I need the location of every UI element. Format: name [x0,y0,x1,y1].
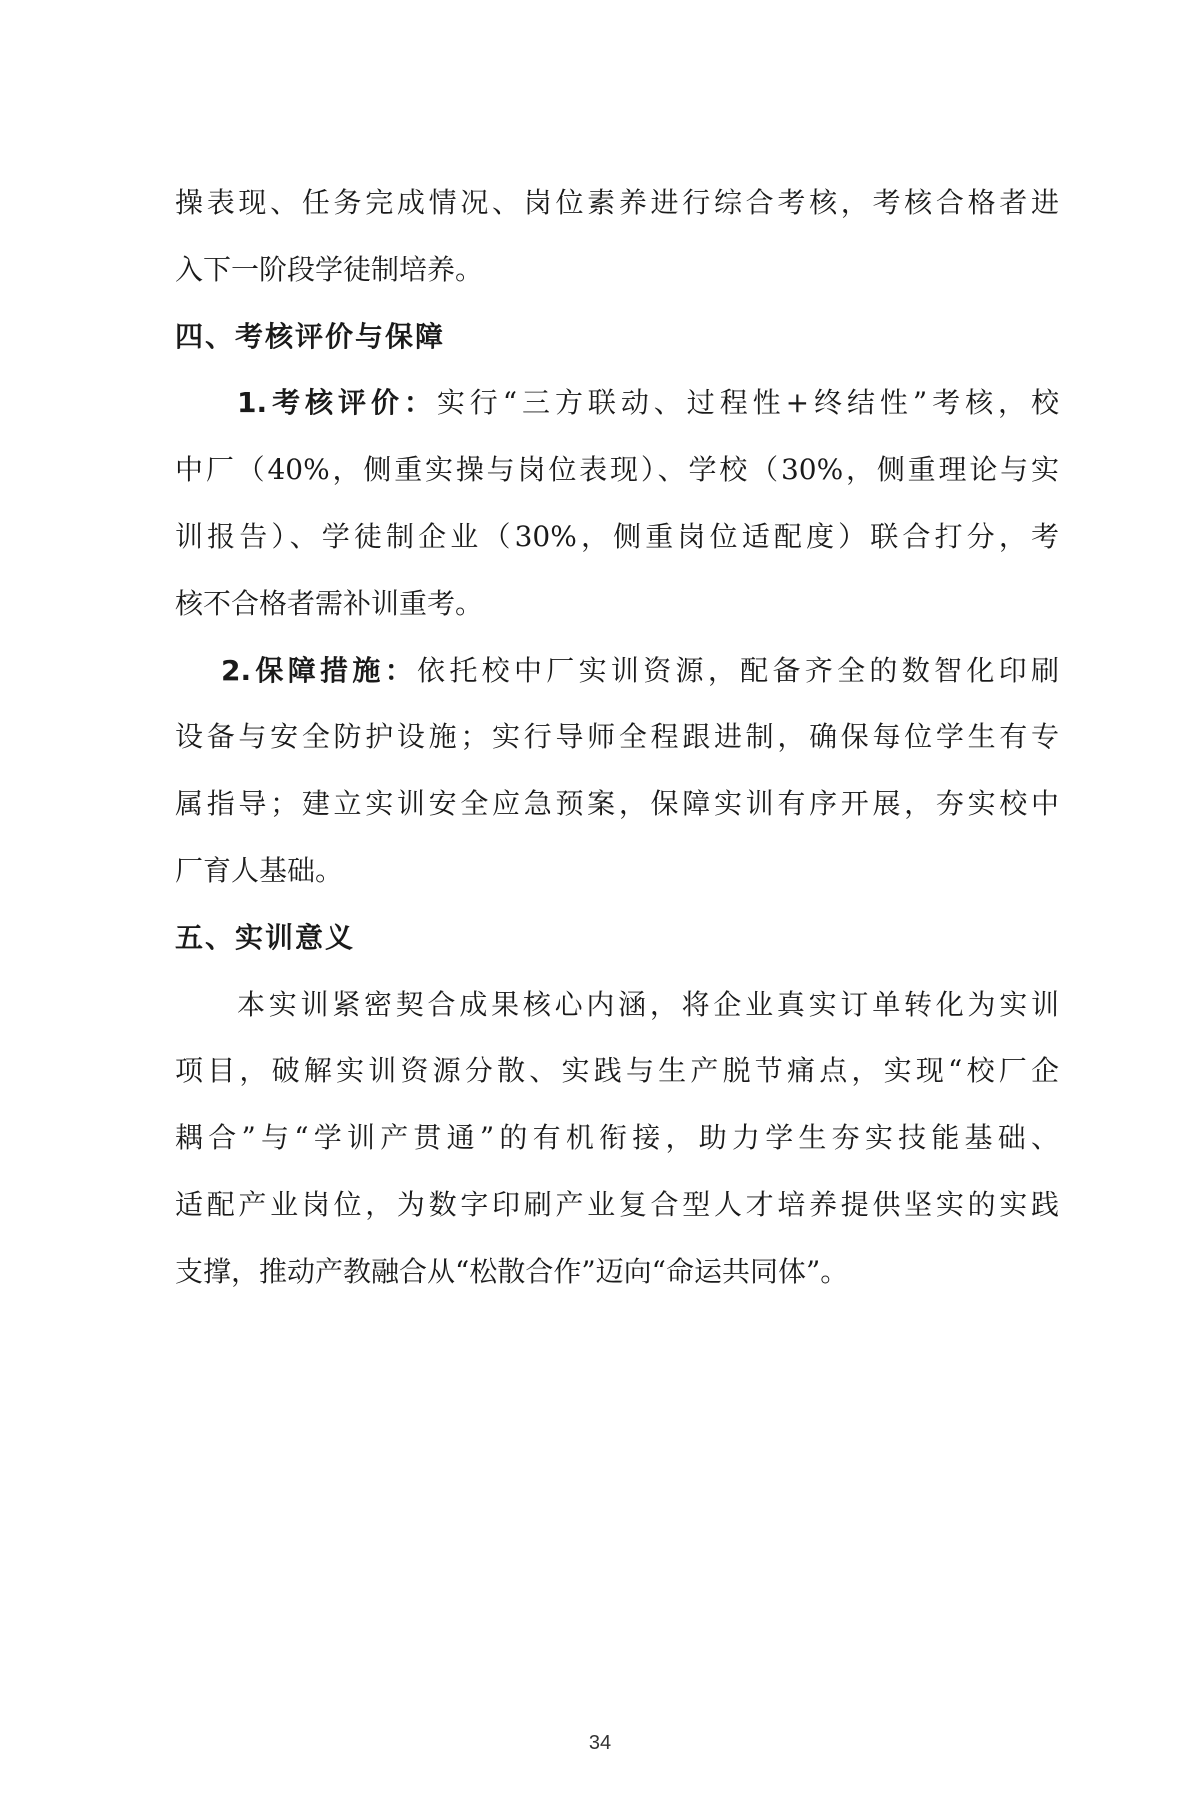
paragraph-line: 设备与安全防护设施；实行导师全程跟进制，确保每位学生有专 [175,720,1059,754]
paragraph-line: 支撑，推动产教融合从“松散合作”迈向“命运共同体”。 [175,1254,849,1288]
paragraph-line: 适配产业岗位，为数字印刷产业复合型人才培养提供坚实的实践 [175,1187,1059,1221]
section-heading: 四、考核评价与保障 [175,319,446,353]
document-body [175,170,1059,1306]
paragraph-line: 操表现、任务完成情况、岗位素养进行综合考核，考核合格者进 [175,186,1059,219]
item-text: 依托校中厂实训资源，配备齐全的数智化印刷 [417,653,1059,687]
section-heading: 五、实训意义 [175,920,356,954]
paragraph-line: 属指导；建立实训安全应急预案，保障实训有序开展，夯实校中 [175,787,1059,821]
paragraph-line: 本实训紧密契合成果核心内涵，将企业真实订单转化为实训 [237,987,1059,1021]
paragraph-line: 厂育人基础。 [175,853,344,887]
item-label: 2.保障措施： [221,653,418,687]
paragraph-line: 项目，破解实训资源分散、实践与生产脱节痛点，实现“校厂企 [175,1054,1059,1088]
paragraph-line: 核不合格者需补训重考。 [175,586,484,620]
paragraph-line [175,638,1059,705]
paragraph-line: 入下一阶段学徒制培养。 [175,252,484,286]
item-label: 1.考核评价： [237,386,437,420]
paragraph-line: 训报告）、学徒制企业（30%，侧重岗位适配度）联合打分，考 [175,519,1059,553]
page-number: 34 [588,1732,612,1754]
item-text: 实行“三方联动、过程性+终结性”考核，校 [436,386,1059,420]
paragraph-line: 中厂（40%，侧重实操与岗位表现）、学校（30%，侧重理论与实 [175,453,1059,487]
paragraph-line: 耦合”与“学训产贯通”的有机衔接，助力学生夯实技能基础、 [175,1121,1059,1155]
paragraph-line [175,370,1059,437]
